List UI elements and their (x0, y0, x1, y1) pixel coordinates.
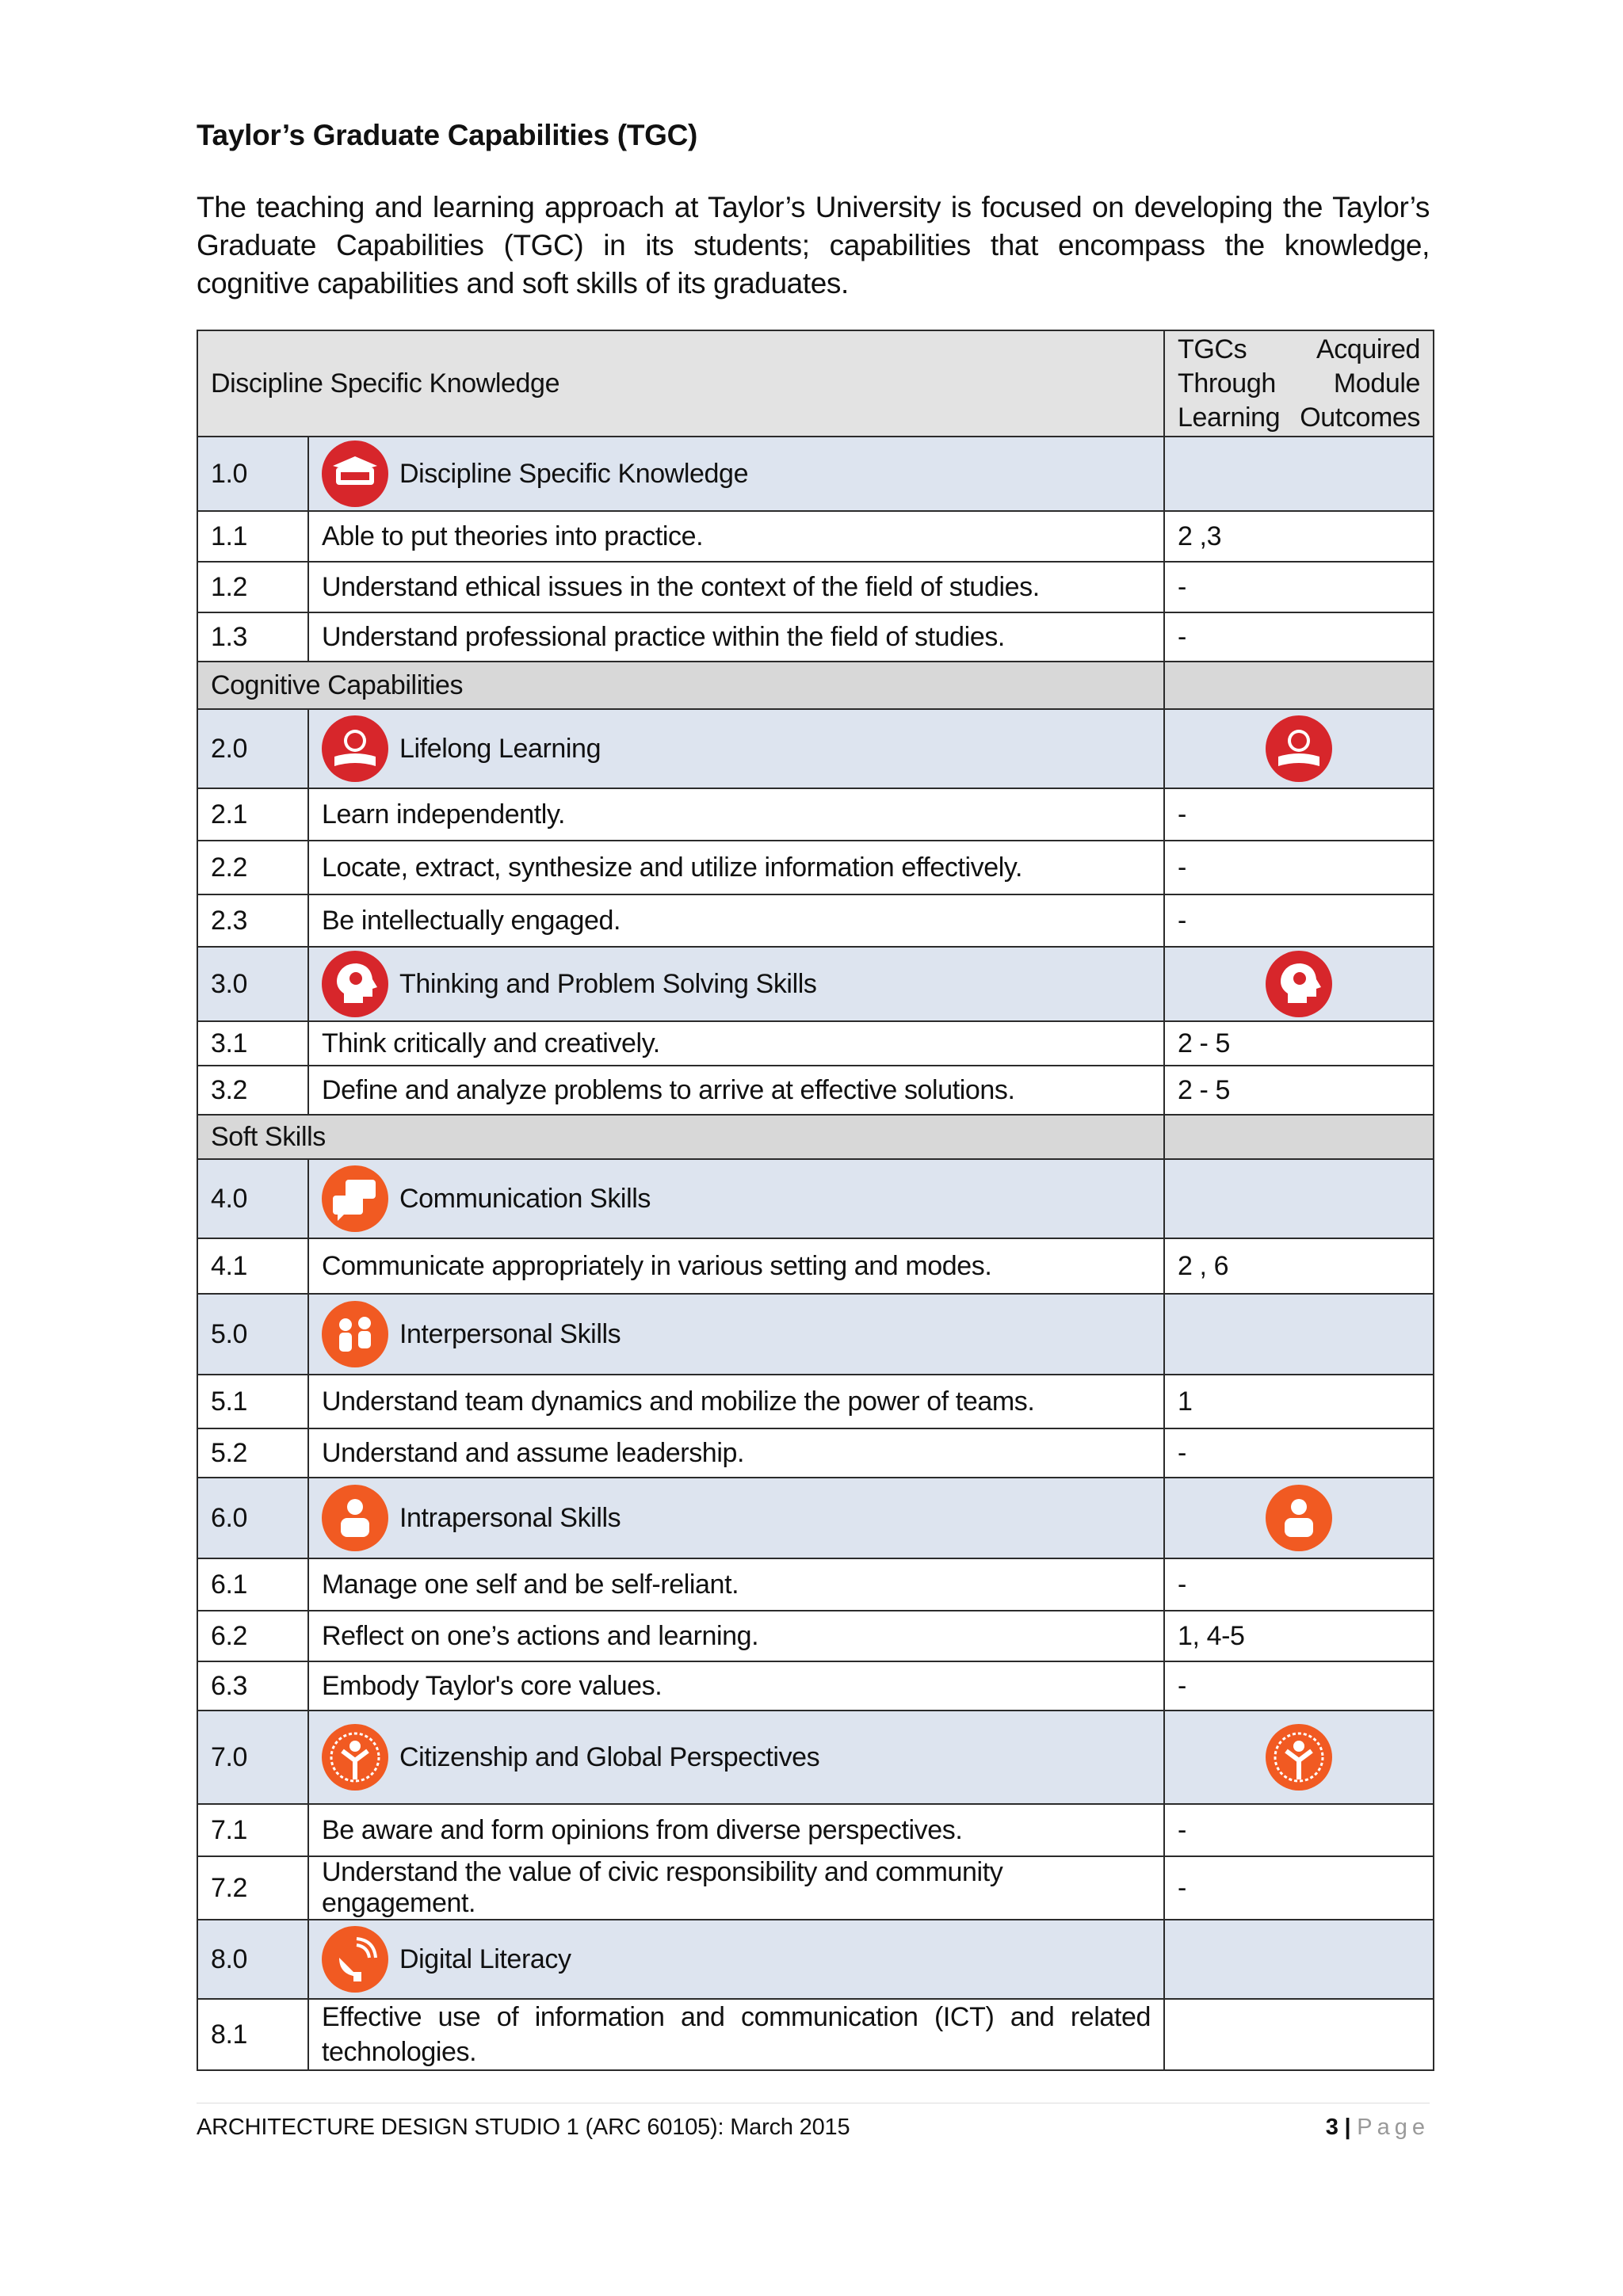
table-header-row (197, 330, 1434, 437)
table-row (197, 1661, 1434, 1711)
page-number-value: 3 (1325, 2115, 1338, 2140)
row-number: 8.0 (197, 1920, 308, 1999)
table-row (197, 1375, 1434, 1428)
row-description: Understand team dynamics and mobilize the power of teams. (308, 1375, 1164, 1428)
tgc-value: - (1164, 1558, 1434, 1611)
globe-person-icon (322, 1724, 388, 1791)
table-row (197, 1021, 1434, 1066)
table-row (197, 709, 1434, 788)
category-label: Interpersonal Skills (399, 1318, 621, 1349)
section-row (197, 1115, 1434, 1159)
row-description: Understand the value of civic responsibility and community engagement. (308, 1856, 1164, 1920)
table-row (197, 612, 1434, 662)
tgc-value: 2 - 5 (1164, 1066, 1434, 1115)
category-label: Thinking and Problem Solving Skills (399, 968, 817, 999)
category-label: Discipline Specific Knowledge (399, 458, 749, 489)
row-number: 6.1 (197, 1558, 308, 1611)
table-row (197, 1428, 1434, 1478)
table-row (197, 1611, 1434, 1661)
tgc-cell (1164, 1159, 1434, 1238)
tgc-value: - (1164, 1661, 1434, 1711)
row-number: 7.0 (197, 1711, 308, 1804)
tgc-cell (1164, 1920, 1434, 1999)
tgc-icon-cell (1164, 709, 1434, 788)
table-row (197, 1920, 1434, 1999)
people-icon (322, 1301, 388, 1367)
tgc-value: - (1164, 1804, 1434, 1856)
tgc-value: - (1164, 788, 1434, 841)
footer-course: ARCHITECTURE DESIGN STUDIO 1 (ARC 60105): March 2015 (197, 2115, 850, 2140)
table-row (197, 1804, 1434, 1856)
row-number: 3.0 (197, 947, 308, 1021)
head-gear-icon (1266, 951, 1332, 1017)
category-cell (308, 1159, 1164, 1238)
table-row (197, 1238, 1434, 1294)
row-number: 2.3 (197, 894, 308, 947)
row-number: 4.0 (197, 1159, 308, 1238)
table-row (197, 1856, 1434, 1920)
category-cell (308, 1294, 1164, 1375)
row-description: Effective use of information and communication (ICT) and related technologies. (308, 1999, 1164, 2070)
row-number: 7.1 (197, 1804, 308, 1856)
category-cell (308, 709, 1164, 788)
tgc-icon-cell (1164, 947, 1434, 1021)
row-description: Embody Taylor's core values. (308, 1661, 1164, 1711)
section-empty (1164, 662, 1434, 709)
row-number: 2.2 (197, 841, 308, 894)
row-number: 1.2 (197, 562, 308, 612)
table-row (197, 1159, 1434, 1238)
section-empty (1164, 1115, 1434, 1159)
table-row (197, 511, 1434, 562)
table-row (197, 1999, 1434, 2070)
row-description: Learn independently. (308, 788, 1164, 841)
row-description: Manage one self and be self-reliant. (308, 1558, 1164, 1611)
tgc-cell (1164, 437, 1434, 511)
row-number: 6.2 (197, 1611, 308, 1661)
tgc-icon-cell (1164, 1711, 1434, 1804)
satellite-dish-icon (322, 1926, 388, 1993)
tgc-value (1164, 1999, 1434, 2070)
table-row (197, 1558, 1434, 1611)
table-row (197, 1066, 1434, 1115)
category-label: Lifelong Learning (399, 733, 601, 764)
row-number: 5.1 (197, 1375, 308, 1428)
page-footer (197, 2103, 1430, 2141)
row-description: Communicate appropriately in various setting and modes. (308, 1238, 1164, 1294)
row-description: Be intellectually engaged. (308, 894, 1164, 947)
head-gear-icon (322, 951, 388, 1017)
tgc-table (197, 330, 1434, 2071)
table-row (197, 841, 1434, 894)
table-row (197, 947, 1434, 1021)
row-number: 6.0 (197, 1478, 308, 1558)
row-number: 3.1 (197, 1021, 308, 1066)
row-description: Reflect on one’s actions and learning. (308, 1611, 1164, 1661)
tgc-value: - (1164, 562, 1434, 612)
header-right: TGCs Acquired Through Module Learning Outcomes (1164, 330, 1434, 437)
speech-bubbles-icon (322, 1165, 388, 1232)
tgc-cell (1164, 1294, 1434, 1375)
row-number: 8.1 (197, 1999, 308, 2070)
row-description: Locate, extract, synthesize and utilize information effectively. (308, 841, 1164, 894)
category-label: Intrapersonal Skills (399, 1502, 621, 1533)
row-number: 5.0 (197, 1294, 308, 1375)
person-icon (1266, 1485, 1332, 1551)
category-label: Digital Literacy (399, 1943, 571, 1974)
tgc-value: 2 ,3 (1164, 511, 1434, 562)
table-row (197, 562, 1434, 612)
section-label: Soft Skills (197, 1115, 1164, 1159)
table-row (197, 894, 1434, 947)
book-clock-icon (322, 715, 388, 782)
row-description: Understand ethical issues in the context of the field of studies. (308, 562, 1164, 612)
tgc-value: 1 (1164, 1375, 1434, 1428)
row-description: Able to put theories into practice. (308, 511, 1164, 562)
page-title: Taylor’s Graduate Capabilities (TGC) (197, 119, 698, 151)
category-cell (308, 1478, 1164, 1558)
row-number: 7.2 (197, 1856, 308, 1920)
row-description: Think critically and creatively. (308, 1021, 1164, 1066)
tgc-value: 2 , 6 (1164, 1238, 1434, 1294)
category-cell (308, 947, 1164, 1021)
row-description: Understand professional practice within the field of studies. (308, 612, 1164, 662)
row-number: 1.3 (197, 612, 308, 662)
row-description: Understand and assume leadership. (308, 1428, 1164, 1478)
tgc-value: - (1164, 841, 1434, 894)
category-cell (308, 437, 1164, 511)
category-label: Communication Skills (399, 1183, 651, 1214)
row-description: Define and analyze problems to arrive at effective solutions. (308, 1066, 1164, 1115)
row-number: 2.0 (197, 709, 308, 788)
page-separator: | (1344, 2115, 1351, 2140)
category-cell (308, 1920, 1164, 1999)
category-cell (308, 1711, 1164, 1804)
table-row (197, 1294, 1434, 1375)
tgc-value: - (1164, 612, 1434, 662)
table-row (197, 1478, 1434, 1558)
section-row (197, 662, 1434, 709)
tgc-icon-cell (1164, 1478, 1434, 1558)
tgc-value: - (1164, 894, 1434, 947)
tgc-value: 2 - 5 (1164, 1021, 1434, 1066)
book-clock-icon (1266, 715, 1332, 782)
table-row (197, 437, 1434, 511)
row-number: 5.2 (197, 1428, 308, 1478)
page-number (1326, 2115, 1430, 2141)
tgc-value: - (1164, 1856, 1434, 1920)
row-number: 1.1 (197, 511, 308, 562)
row-number: 6.3 (197, 1661, 308, 1711)
page-word: Page (1357, 2115, 1430, 2140)
row-number: 2.1 (197, 788, 308, 841)
person-icon (322, 1485, 388, 1551)
intro-paragraph: The teaching and learning approach at Taylor’s University is focused on developing the Taylor’s Graduate Capabilities (TGC) in its students; capabilities that encompass the knowledge, cognitive capabilities and soft skills of its graduates. (197, 191, 1430, 299)
header-left: Discipline Specific Knowledge (197, 330, 1164, 437)
section-label: Cognitive Capabilities (197, 662, 1164, 709)
tgc-value: 1, 4-5 (1164, 1611, 1434, 1661)
tgc-value: - (1164, 1428, 1434, 1478)
table-row (197, 788, 1434, 841)
row-number: 1.0 (197, 437, 308, 511)
row-number: 3.2 (197, 1066, 308, 1115)
table-row (197, 1711, 1434, 1804)
globe-person-icon (1266, 1724, 1332, 1791)
row-number: 4.1 (197, 1238, 308, 1294)
category-label: Citizenship and Global Perspectives (399, 1741, 820, 1772)
row-description: Be aware and form opinions from diverse perspectives. (308, 1804, 1164, 1856)
graduate-cap-icon (322, 441, 388, 507)
